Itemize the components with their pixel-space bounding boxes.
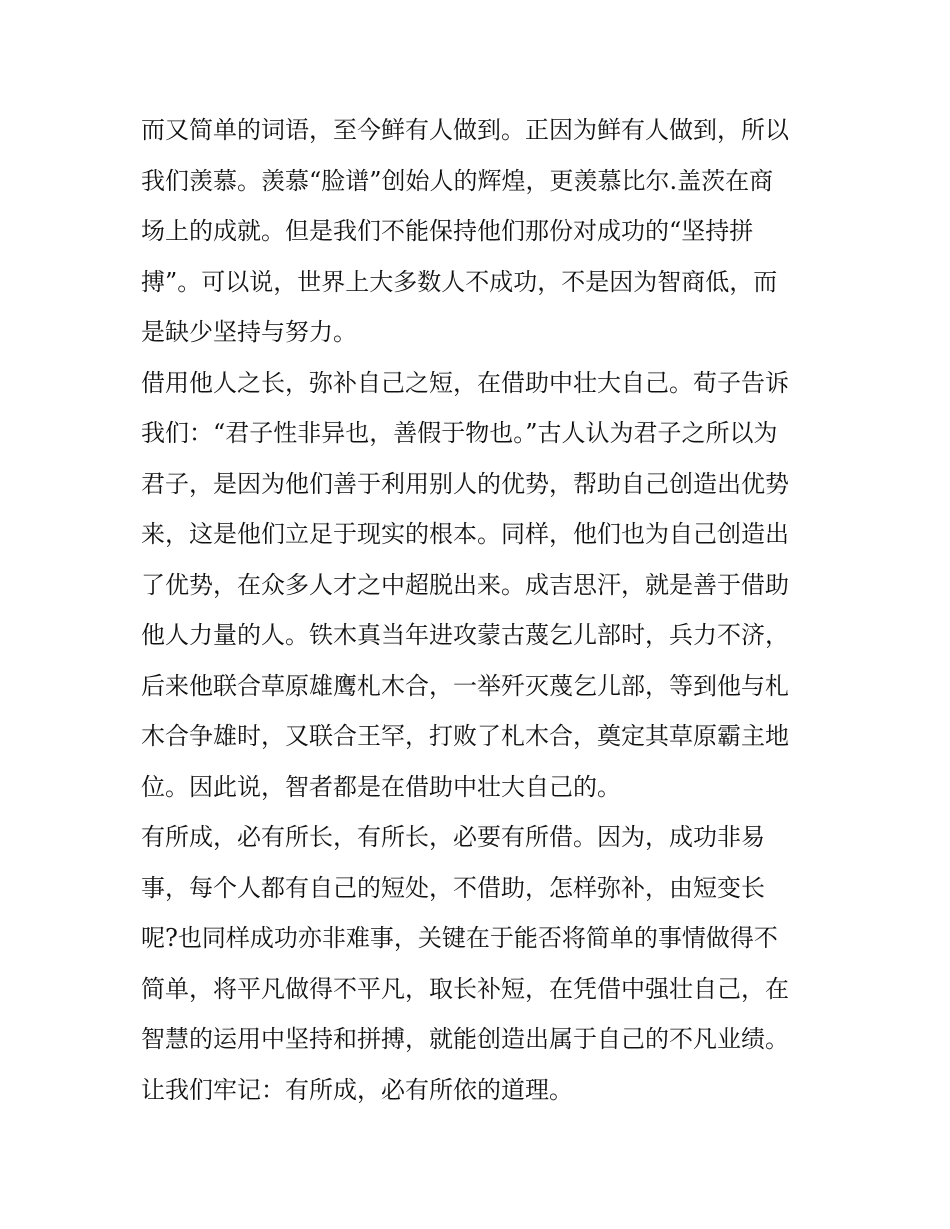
text-line: 让我们牢记：有所成，必有所依的道理。	[141, 1075, 573, 1104]
text-line: 了优势，在众多人才之中超脱出来。成吉思汗，就是善于借助	[141, 570, 789, 599]
text-line: 智慧的运用中坚持和拼搏，就能创造出属于自己的不凡业绩。	[141, 1025, 789, 1053]
text-line: 是缺少坚持与努力。	[141, 318, 357, 346]
text-line: 搏”。可以说，世界上大多数人不成功，不是因为智商低，而	[141, 267, 778, 296]
text-line: 位。因此说，智者都是在借助中壮大自己的。	[141, 772, 621, 801]
text-line: 而又简单的词语，至今鲜有人做到。正因为鲜有人做到，所以	[141, 116, 789, 144]
text-line: 有所成，必有所长，有所长，必要有所借。因为，成功非易	[141, 823, 765, 851]
text-line: 我们：“君子性非异也，善假于物也。”古人认为君子之所以为	[141, 419, 778, 447]
text-line: 呢?也同样成功亦非难事，关键在于能否将简单的事情做得不	[141, 924, 778, 952]
text-line: 我们羡慕。羡慕“脸谱”创始人的辉煌，更羡慕比尔.盖茨在商	[141, 166, 774, 195]
text-line: 场上的成就。但是我们不能保持他们那份对成功的“坚持拼	[141, 217, 754, 245]
text-line: 来，这是他们立足于现实的根本。同样，他们也为自己创造出	[141, 520, 789, 548]
document-body	[141, 105, 821, 1115]
text-line: 木合争雄时，又联合王罕，打败了札木合，奠定其草原霸主地	[141, 722, 789, 750]
text-line: 事，每个人都有自己的短处，不借助，怎样弥补，由短变长	[141, 873, 765, 902]
text-line: 简单，将平凡做得不平凡，取长补短，在凭借中强壮自己，在	[141, 974, 789, 1003]
text-line: 他人力量的人。铁木真当年进攻蒙古蔑乞儿部时，兵力不济，	[141, 621, 789, 649]
text-line: 借用他人之长，弥补自己之短，在借助中壮大自己。荀子告诉	[141, 368, 789, 397]
text-line: 君子，是因为他们善于利用别人的优势，帮助自己创造出优势	[141, 469, 789, 498]
text-line: 后来他联合草原雄鹰札木合，一举歼灭蔑乞儿部，等到他与札	[141, 671, 789, 700]
